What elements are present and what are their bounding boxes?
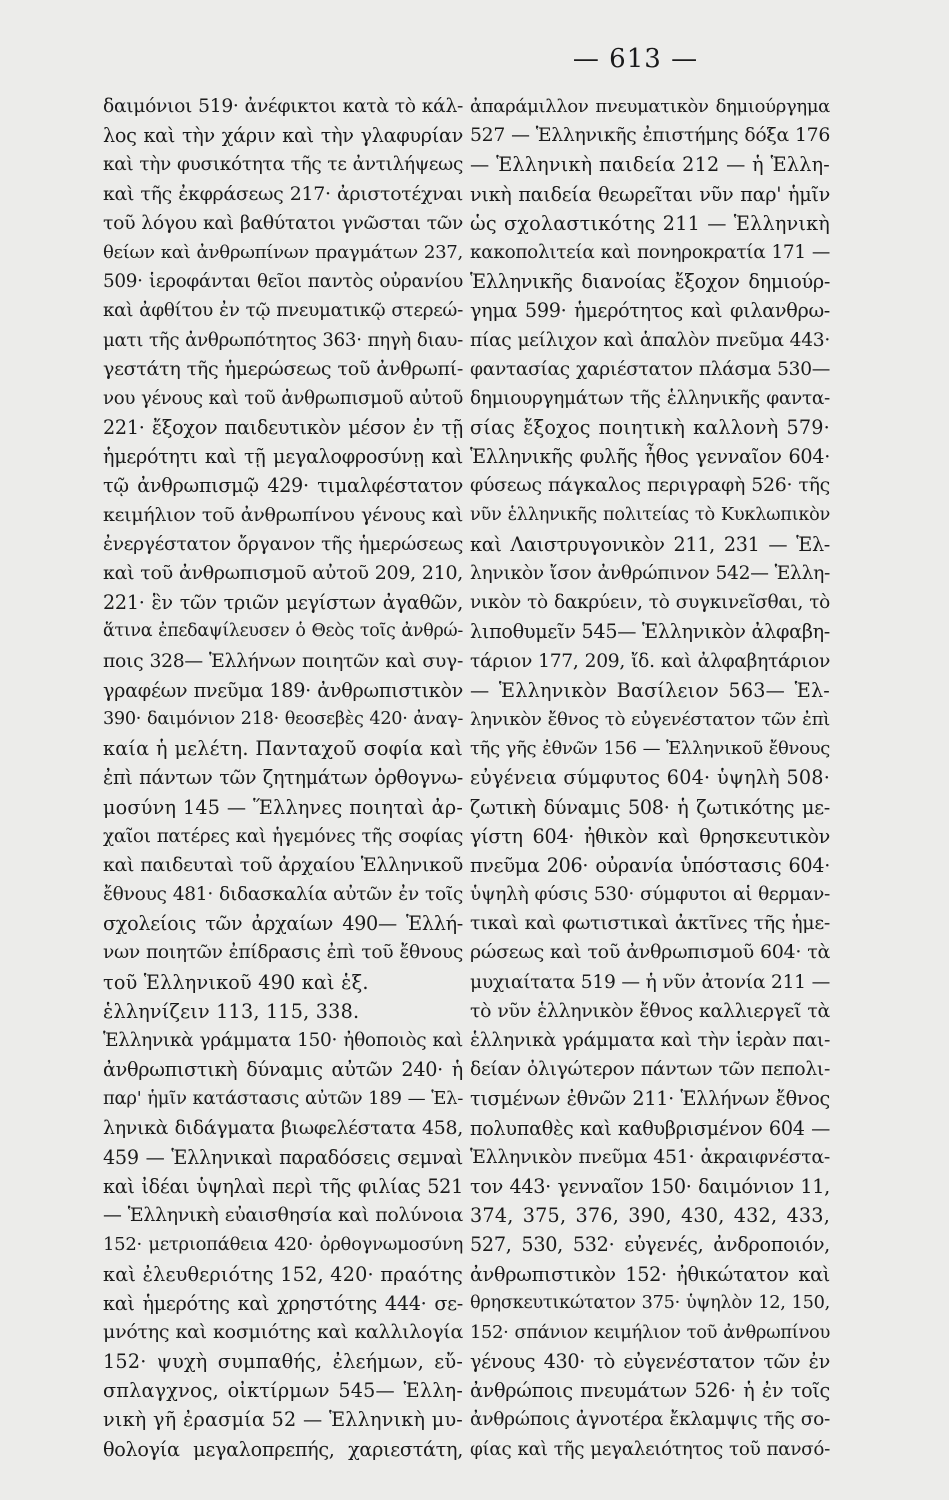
right-column-line: δείαν ὀλιγώτερον πάντων τῶν πεπολι- (470, 1059, 830, 1081)
right-column-line: τισμένων ἐθνῶν 211· Ἑλλήνων ἔθνος (470, 1087, 830, 1111)
right-column-line: θρησκευτικώτατον 375· ὑψηλὸν 12, 150, (470, 1292, 830, 1313)
right-column-line: εὐγένεια σύμφυτος 604· ὑψηλὴ 508· (470, 766, 830, 790)
right-column-line: 152· σπάνιον κειμήλιον τοῦ ἀνθρωπίνου (470, 1321, 830, 1343)
left-column-line: καὶ τὴν φυσικότητα τῆς τε ἀντιλήψεως (103, 154, 463, 176)
right-column-line: κακοπολιτεία καὶ πονηροκρατία 171 — (470, 241, 830, 263)
right-column-line: ζωτικὴ δύναμις 508· ἡ ζωτικότης με- (470, 795, 830, 819)
left-column-line: σπλαγχνος, οἰκτίρμων 545— Ἑλλη- (103, 1379, 463, 1403)
left-column-line: ἡμερότητι καὶ τῇ μεγαλοφροσύνῃ καὶ (103, 445, 463, 469)
right-column-line: ἀπαράμιλλον πνευματικὸν δημιούργημα (470, 96, 830, 117)
left-column-line: καὶ ἡμερότης καὶ χρηστότης 444· σε- (103, 1291, 463, 1315)
left-column-line: θείων καὶ ἀνθρωπίνων πραγμάτων 237, (103, 241, 463, 263)
left-column-line: κειμήλιον τοῦ ἀνθρωπίνου γένους καὶ (103, 503, 463, 526)
right-column-line: δημιουργημάτων τῆς ἑλληνικῆς φαντα- (470, 387, 830, 409)
left-column-line: ἅτινα ἐπεδαψίλευσεν ὁ Θεὸς τοῖς ἀνθρώ- (103, 621, 463, 642)
right-column-line: φαντασίας χαριέστατον πλάσμα 530— (470, 358, 830, 380)
right-column-line: τικαὶ καὶ φωτιστικαὶ ἀκτῖνες τῆς ἡμε- (470, 912, 830, 935)
left-column-line: μοσύνη 145 — Ἕλληνες ποιηταὶ ἀρ- (103, 795, 463, 819)
right-column-line: Ἑλληνικῆς φυλῆς ἦθος γενναῖον 604· (470, 445, 830, 469)
left-column-line: γραφέων πνεῦμα 189· ἀνθρωπιστικὸν (103, 678, 463, 702)
right-column-line: πολυπαθὲς καὶ καθυβρισμένον 604 — (470, 1116, 830, 1140)
left-column-line: 459 — Ἑλληνικαὶ παραδόσεις σεμναὶ (103, 1145, 463, 1169)
right-column-line: φύσεως πάγκαλος περιγραφὴ 526· τῆς (470, 474, 830, 497)
left-column-line: 390· δαιμόνιον 218· θεοσεβὲς 420· ἀναγ- (103, 708, 463, 729)
left-column-line: 509· ἱεροφάνται θεῖοι παντὸς οὐρανίου (103, 271, 463, 293)
right-column-line: νικὸν τὸ δακρύειν, τὸ συγκινεῖσθαι, τὸ (470, 592, 830, 614)
left-column-line: — Ἑλληνικὴ εὐαισθησία καὶ πολύνοια (103, 1204, 463, 1227)
left-column-line: 221· ἓν τῶν τριῶν μεγίστων ἀγαθῶν, (103, 591, 463, 615)
right-column-line: φίας καὶ τῆς μεγαλειότητος τοῦ πανσό- (470, 1438, 830, 1460)
right-column-line: πίας μείλιχον καὶ ἁπαλὸν πνεῦμα 443· (470, 329, 830, 351)
right-column-line: λιποθυμεῖν 545— Ἑλληνικὸν ἀλφαβη- (470, 620, 830, 644)
right-column-line: ὑψηλὴ φύσις 530· σύμφυτοι αἱ θερμαν- (470, 884, 830, 906)
left-column-line: καὶ ἰδέαι ὑψηλαὶ περὶ τῆς φιλίας 521 (103, 1174, 463, 1198)
right-column-line: πνεῦμα 206· οὐρανία ὑπόστασις 604· (470, 853, 830, 877)
right-column-line: τῆς γῆς ἐθνῶν 156 — Ἑλληνικοῦ ἔθνους (470, 738, 830, 760)
left-column-line: γεστάτη τῆς ἡμερώσεως τοῦ ἀνθρωπί- (103, 357, 463, 380)
right-column-line: γένους 430· τὸ εὐγενέστατον τῶν ἐν (470, 1350, 830, 1374)
left-column-line: δαιμόνιοι 519· ἀνέφικτοι κατὰ τὸ κάλ- (103, 96, 463, 117)
right-column-line: Ἑλληνικῆς διανοίας ἔξοχον δημιούρ- (470, 270, 830, 294)
right-column-line: ἀνθρώποις πνευμάτων 526· ἡ ἐν τοῖς (470, 1379, 830, 1403)
left-column-line: ἔθνους 481· διδασκαλία αὐτῶν ἐν τοῖς (103, 884, 463, 906)
right-column-line: τον 443· γενναῖον 150· δαιμόνιον 11, (470, 1174, 830, 1198)
right-column-line: 527, 530, 532· εὐγενές, ἀνδροποιόν, (470, 1233, 830, 1257)
right-column-line: γίστη 604· ἠθικὸν καὶ θρησκευτικὸν (470, 824, 830, 848)
right-column-line: ληνικὸν ἴσον ἀνθρώπινον 542— Ἑλλη- (470, 563, 830, 584)
right-column-line: — Ἑλληνικὸν Βασίλειον 563— Ἑλ- (470, 678, 830, 702)
right-column-line: σίας ἔξοχος ποιητικὴ καλλονὴ 579· (470, 416, 830, 440)
left-column-line: τῷ ἀνθρωπισμῷ 429· τιμαλφέστατον (103, 474, 463, 498)
right-column-line: νῦν ἑλληνικῆς πολιτείας τὸ Κυκλωπικὸν (470, 504, 830, 525)
left-column-line: ἐπὶ πάντων τῶν ζητημάτων ὀρθογνω- (103, 766, 463, 790)
right-column-line: ὡς σχολαστικότης 211 — Ἑλληνικὴ (470, 211, 830, 235)
right-column-line: 374, 375, 376, 390, 430, 432, 433, (470, 1204, 830, 1228)
left-column (103, 92, 463, 1464)
left-column-line: τοῦ Ἑλληνικοῦ 490 καὶ ἑξ. (103, 970, 369, 994)
right-column-line: ἀνθρώποις ἀγνοτέρα ἔκλαμψις τῆς σο- (470, 1409, 830, 1431)
left-column-line: καὶ τῆς ἐκφράσεως 217· ἀριστοτέχναι (103, 182, 463, 205)
right-column-line: ἀνθρωπιστικὸν 152· ἠθικώτατον καὶ (470, 1262, 830, 1286)
right-column-line: νικὴ παιδεία θεωρεῖται νῦν παρ' ἡμῖν (470, 182, 830, 206)
right-column-line: 527 — Ἑλληνικῆς ἐπιστήμης δόξα 176 (470, 125, 830, 147)
left-column-line: σχολείοις τῶν ἀρχαίων 490— Ἑλλή- (103, 912, 463, 936)
left-column-line: νων ποιητῶν ἐπίδρασις ἐπὶ τοῦ ἔθνους (103, 942, 463, 964)
left-column-line: χαῖοι πατέρες καὶ ἡγεμόνες τῆς σοφίας (103, 825, 463, 847)
right-column-line: Ἑλληνικὸν πνεῦμα 451· ἀκραιφνέστα- (470, 1145, 830, 1168)
left-column-line: ἑλληνίζειν 113, 115, 338. (103, 999, 360, 1023)
left-column-line: καὶ παιδευταὶ τοῦ ἀρχαίου Ἑλληνικοῦ (103, 853, 463, 876)
left-column-line: ματι τῆς ἀνθρωπότητος 363· πηγὴ διαυ- (103, 329, 463, 351)
left-column-line: νου γένους καὶ τοῦ ἀνθρωπισμοῦ αὐτοῦ (103, 387, 463, 409)
left-column-line: καὶ ἐλευθεριότης 152, 420· πραότης (103, 1262, 463, 1286)
left-column-line: λος καὶ τὴν χάριν καὶ τὴν γλαφυρίαν (103, 124, 463, 148)
left-column-line: ἐνεργέστατον ὄργανον τῆς ἡμερώσεως (103, 533, 463, 555)
right-column-line: τάριον 177, 209, ἴδ. καὶ ἀλφαβητάριον (470, 650, 830, 672)
left-column-line: ἀνθρωπιστικὴ δύναμις αὐτῶν 240· ἡ (103, 1058, 463, 1082)
left-column-line: καία ἡ μελέτη. Πανταχοῦ σοφία καὶ (103, 737, 463, 761)
left-column-line: καὶ ἀφθίτου ἐν τῷ πνευματικῷ στερεώ- (103, 300, 463, 322)
left-column-line: 152· ψυχὴ συμπαθής, ἐλεήμων, εὔ- (103, 1350, 463, 1374)
left-column-line: μνότης καὶ κοσμιότης καὶ καλλιλογία (103, 1320, 463, 1343)
left-column-line: ποις 328— Ἑλλήνων ποιητῶν καὶ συγ- (103, 650, 463, 672)
right-column-line: ληνικὸν ἔθνος τὸ εὐγενέστατον τῶν ἐπὶ (470, 708, 830, 730)
left-column-line: 152· μετριοπάθεια 420· ὀρθογνωμοσύνη (103, 1234, 463, 1256)
page-number: — 613 — (572, 44, 699, 74)
right-column-line: γημα 599· ἡμερότητος καὶ φιλανθρω- (470, 299, 830, 323)
right-column-line: ἑλληνικὰ γράμματα καὶ τὴν ἱερὰν παι- (470, 1030, 830, 1051)
right-column-line: ρώσεως καὶ τοῦ ἀνθρωπισμοῦ 604· τὰ (470, 941, 830, 964)
left-column-line: νικὴ γῆ ἐρασμία 52 — Ἑλληνικὴ μυ- (103, 1408, 463, 1432)
left-column-line: Ἑλληνικὰ γράμματα 150· ἠθοποιὸς καὶ (103, 1030, 463, 1051)
right-column-line: μυχιαίτατα 519 — ἡ νῦν ἀτονία 211 — (470, 971, 830, 993)
left-column-line: παρ' ἡμῖν κατάστασις αὐτῶν 189 — Ἑλ- (103, 1088, 463, 1110)
left-column-line: τοῦ λόγου καὶ βαθύτατοι γνῶσται τῶν (103, 212, 463, 234)
right-column-line: καὶ Λαιστρυγονικὸν 211, 231 — Ἑλ- (470, 532, 830, 556)
left-column-line: θολογία μεγαλοπρεπής, χαριεστάτη, (103, 1437, 463, 1461)
right-column-line: — Ἑλληνικὴ παιδεία 212 — ἡ Ἑλλη- (470, 153, 830, 177)
page-header (0, 44, 949, 74)
left-column-line: καὶ τοῦ ἀνθρωπισμοῦ αὐτοῦ 209, 210, (103, 562, 463, 584)
right-column (470, 92, 830, 1464)
left-column-line: ληνικὰ διδάγματα βιωφελέστατα 458, (103, 1116, 463, 1139)
left-column-line: 221· ἔξοχον παιδευτικὸν μέσον ἐν τῇ (103, 416, 463, 440)
right-column-line: τὸ νῦν ἑλληνικὸν ἔθνος καλλιεργεῖ τὰ (470, 999, 830, 1022)
